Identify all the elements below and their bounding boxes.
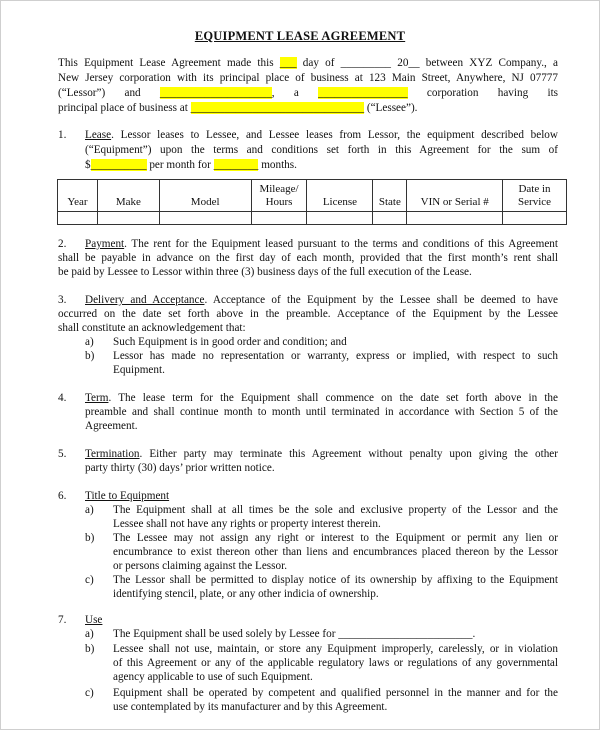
column-header: License [307,180,373,212]
section-7-number: 7. [58,614,67,626]
table-cell[interactable] [307,212,373,225]
section-1-number: 1. [58,129,67,141]
section-1-line-3: $__________ per month for ________ months. [85,159,297,171]
table-cell[interactable] [503,212,567,225]
section-6-b-label: b) [85,532,95,544]
section-6-b-line-3: or persons claiming against the Lessor. [113,560,287,572]
section-6-c-line-1: The Lessor shall be permitted to display notice of its ownership by affixing to the Equipment [113,574,558,586]
lessee-state-field[interactable]: ________________ [318,87,408,99]
section-5-heading: Termination [85,448,140,460]
section-3-line-1: Delivery and Acceptance. Acceptance of the Equipment by the Lessee shall be deemed to have [85,294,559,306]
section-3-line-3: shall constitute an acknowledgement that: [58,322,246,334]
section-7-heading: Use [85,614,103,626]
section-5-number: 5. [58,448,67,460]
monthly-rent-field[interactable]: __________ [90,159,147,171]
section-6-a-line-2: Lessee shall not have any rights or property interest therein. [113,518,381,530]
section-4-line-1: Term. The lease term for the Equipment shall commence on the date set forth above in the [85,392,558,404]
section-2-heading: Payment [85,238,125,250]
section-6-b-line-2: encumbrance to exist thereon other than liens and encumbrances placed thereon by the Lessor [113,546,558,558]
section-3-b-line-1: Lessor has made no representation or warranty, express or implied, with respect to such [113,350,558,362]
section-6-number: 6. [58,490,67,502]
section-7-c-label: c) [85,687,94,699]
section-3-heading: Delivery and Acceptance [85,294,205,306]
section-2-line-2: shall be payable in advance on the first day of each month, provided that the first month’s rent shall [58,252,558,264]
equipment-table [57,179,567,225]
section-3-a-text: Such Equipment is in good order and condition; and [113,336,347,348]
lessee-name-field[interactable]: ____________________ [159,87,272,99]
table-cell[interactable] [373,212,407,225]
section-6-b-line-1: The Lessee may not assign any right or interest to the Equipment or permit any lien or [113,532,558,544]
table-cell[interactable] [251,212,307,225]
section-3-b-line-2: Equipment. [113,364,165,376]
section-2-line-3: be paid by Lessee to Lessor within three (3) business days of the full execution of the Lease. [58,266,472,278]
section-7-b-line-1: Lessee shall not use, maintain, or store any Equipment improperly, carelessly, or in violation [113,643,558,655]
column-header: Make [97,180,159,212]
section-5-line-1: Termination. Either party may terminate this Agreement without penalty upon giving the other [85,448,558,460]
column-header: Model [159,180,251,212]
section-2-number: 2. [58,238,67,250]
column-header: Year [58,180,98,212]
document-title: EQUIPMENT LEASE AGREEMENT [194,29,406,43]
section-2-line-1: Payment. The rent for the Equipment leased pursuant to the terms and conditions of this Agreement [85,238,558,250]
section-6-c-label: c) [85,574,94,586]
section-1-line-1: Lease. Lessor leases to Lessee, and Lessee leases from Lessor, the equipment described below [85,129,558,141]
lease-months-field[interactable]: ________ [213,159,259,171]
section-4-line-3: Agreement. [85,420,138,432]
section-6-c-line-2: identifying stencil, plate, or any other indicia of ownership. [113,588,379,600]
intro-line-3: (“Lessor”) and ____________________, a ________________ corporation having its [58,87,559,99]
table-row [58,212,567,225]
date-day-field[interactable]: ___ [279,57,297,69]
section-5-line-2: party thirty (30) days’ prior written notice. [85,462,275,474]
section-7-a-label: a) [85,628,94,640]
intro-line-4: principal place of business at _______________________________ (“Lessee”). [58,102,418,114]
lessee-address-field[interactable]: _______________________________ [190,102,365,114]
section-4-heading: Term [85,392,109,404]
intro-line-2: New Jersey corporation with its principal place of business at 123 Main Street, Anywhere, NJ 07777 [58,72,558,84]
section-3-a-label: a) [85,336,94,348]
section-6-a-line-1: The Equipment shall at all times be the sole and exclusive property of the Lessor and the [113,504,558,516]
column-header: Mileage/ Hours [251,180,307,212]
section-7-b-label: b) [85,643,95,655]
column-header: Date in Service [503,180,567,212]
section-4-line-2: preamble and shall continue month to month until terminated in accordance with Section 5 of the [85,406,558,418]
section-1-heading: Lease [85,129,112,141]
section-6-a-label: a) [85,504,94,516]
table-cell[interactable] [58,212,98,225]
table-cell[interactable] [97,212,159,225]
section-7-a-text: The Equipment shall be used solely by Lessee for ________________________. [113,628,476,640]
table-cell[interactable] [159,212,251,225]
section-7-c-line-2: use contemplated by its manufacturer and by this Agreement. [113,701,388,713]
section-4-number: 4. [58,392,67,404]
section-3-line-2: occurred on the date set forth above in the preamble. Acceptance of the Equipment by the Lessee [58,308,558,320]
section-3-number: 3. [58,294,67,306]
table-cell[interactable] [407,212,503,225]
column-header: VIN or Serial # [407,180,503,212]
section-7-b-line-2: of this Agreement or any of the applicable regulatory laws or regulations of any governmental [113,657,558,669]
section-7-b-line-3: agency applicable to use of such Equipment. [113,671,313,683]
section-3-b-label: b) [85,350,95,362]
section-6-heading: Title to Equipment [85,490,170,502]
section-7-c-line-1: Equipment shall be operated by competent and qualified personnel in the manner and for the [113,687,558,699]
column-header: State [373,180,407,212]
section-1-line-2: (“Equipment”) upon the terms and conditions set forth in this Agreement for the sum of [85,144,558,156]
table-header-row [58,180,567,212]
intro-line-1: This Equipment Lease Agreement made this ___ day of _________ 20__ between XYZ Company., a [58,57,559,69]
